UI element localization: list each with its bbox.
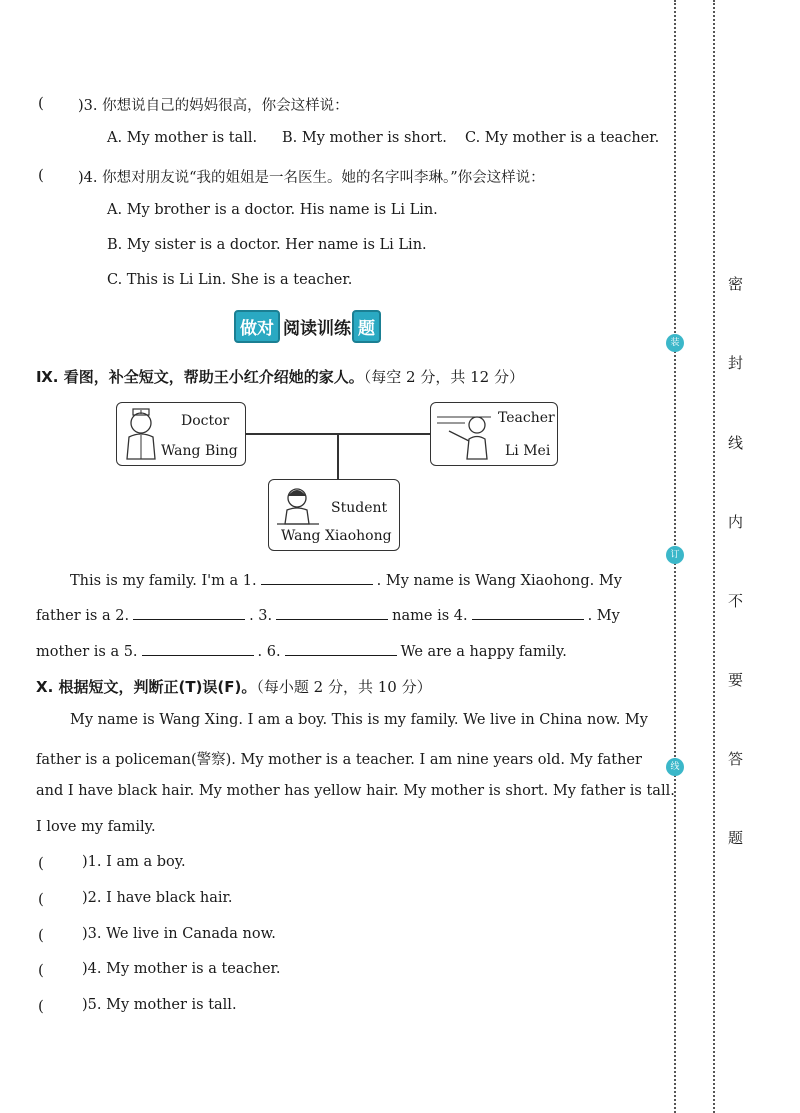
s9-text: mother is a 5.	[36, 644, 138, 660]
banner-box-1: 做对	[234, 310, 280, 343]
s9-text: We are a happy family.	[400, 644, 567, 660]
s10-item-1: )1. I am a boy.	[82, 854, 186, 870]
doctor-name: Wang Bing	[161, 443, 238, 459]
section9-heading	[36, 366, 524, 387]
section9-note: （每空 2 分，共 12 分）	[363, 368, 524, 386]
s9-text: This is my family. I'm a 1.	[70, 573, 257, 589]
student-role: Student	[331, 500, 388, 516]
q3-option-b: B. My mother is short.	[282, 130, 447, 146]
binding-dot-2: 订	[666, 546, 684, 564]
s9-text: . 3.	[249, 608, 273, 624]
s10-item-2: )2. I have black hair.	[82, 890, 233, 906]
binding-dot-3: 线	[666, 758, 684, 776]
seal-char-7: 答	[728, 750, 744, 768]
q3-prompt: )3. 你想说自己的妈妈很高，你会这样说：	[78, 98, 349, 114]
s9-text: . 6.	[257, 644, 281, 660]
doctor-role: Doctor	[181, 413, 230, 429]
s10-item-1-paren[interactable]: (	[38, 854, 44, 872]
blank-2[interactable]	[133, 605, 245, 620]
teacher-role: Teacher	[498, 410, 555, 426]
seal-char-3: 线	[728, 434, 744, 452]
blank-6[interactable]	[285, 641, 397, 656]
s9-text: father is a 2.	[36, 608, 130, 624]
q4-prompt: )4. 你想对朋友说“我的姐姐是一名医生。她的名字叫李琳。”你会这样说：	[78, 170, 545, 186]
s10-item-5: )5. My mother is tall.	[82, 997, 237, 1013]
s9-passage-line-3	[36, 641, 567, 660]
s10-passage-line-4: I love my family.	[36, 819, 156, 835]
s10-item-4: )4. My mother is a teacher.	[82, 961, 281, 977]
seal-char-5: 不	[728, 592, 744, 610]
student-figure-icon	[273, 484, 323, 526]
blank-3[interactable]	[276, 605, 388, 620]
student-card	[268, 479, 400, 551]
tree-line-vertical	[337, 433, 339, 479]
seal-char-6: 要	[728, 671, 744, 689]
q4-option-a: A. My brother is a doctor. His name is Li Lin.	[107, 202, 438, 218]
s10-item-2-paren[interactable]: (	[38, 890, 44, 908]
s10-item-3: )3. We live in Canada now.	[82, 926, 276, 942]
section10-title: Ⅹ. 根据短文，判断正(T)误(F)。	[36, 678, 257, 696]
teacher-card	[430, 402, 558, 466]
s10-item-4-paren[interactable]: (	[38, 961, 44, 979]
q4-paren: (	[38, 166, 44, 184]
s9-text: . My name is Wang Xiaohong. My	[376, 573, 622, 589]
s9-passage-line-2	[36, 605, 620, 624]
binding-line-outer	[713, 0, 715, 1113]
binding-dot-1: 装	[666, 334, 684, 352]
teacher-name: Li Mei	[505, 443, 551, 459]
s10-item-3-paren[interactable]: (	[38, 926, 44, 944]
reading-banner	[234, 310, 383, 342]
section9-title: Ⅸ. 看图，补全短文，帮助王小红介绍她的家人。	[36, 368, 364, 386]
teacher-figure-icon	[435, 407, 493, 461]
banner-box-2: 题	[352, 310, 381, 343]
seal-char-4: 内	[728, 513, 744, 531]
q4-option-b: B. My sister is a doctor. Her name is Li Lin.	[107, 237, 427, 253]
q3-paren: (	[38, 94, 44, 112]
student-name: Wang Xiaohong	[281, 528, 392, 544]
banner-middle: 阅读训练	[283, 318, 351, 339]
seal-char-8: 题	[728, 829, 744, 847]
q3-option-a: A. My mother is tall.	[107, 130, 258, 146]
s10-item-5-paren[interactable]: (	[38, 997, 44, 1015]
s10-passage-line-2: father is a policeman(警察). My mother is a teacher. I am nine years old. My father	[36, 752, 642, 768]
seal-char-2: 封	[728, 354, 744, 372]
blank-5[interactable]	[142, 641, 254, 656]
seal-char-1: 密	[728, 275, 744, 293]
q3-option-c: C. My mother is a teacher.	[465, 130, 660, 146]
s10-passage-line-1: My name is Wang Xing. I am a boy. This is my family. We live in China now. My	[70, 712, 648, 728]
section10-note: （每小题 2 分，共 10 分）	[256, 678, 432, 696]
section10-heading	[36, 676, 432, 697]
doctor-figure-icon	[121, 407, 161, 461]
blank-4[interactable]	[472, 605, 584, 620]
s9-passage-line-1	[70, 570, 622, 589]
q4-option-c: C. This is Li Lin. She is a teacher.	[107, 272, 353, 288]
s10-passage-line-3: and I have black hair. My mother has yellow hair. My mother is short. My father is tall.	[36, 783, 675, 799]
doctor-card	[116, 402, 246, 466]
s9-text: name is 4.	[392, 608, 468, 624]
s9-text: . My	[587, 608, 620, 624]
blank-1[interactable]	[261, 570, 373, 585]
